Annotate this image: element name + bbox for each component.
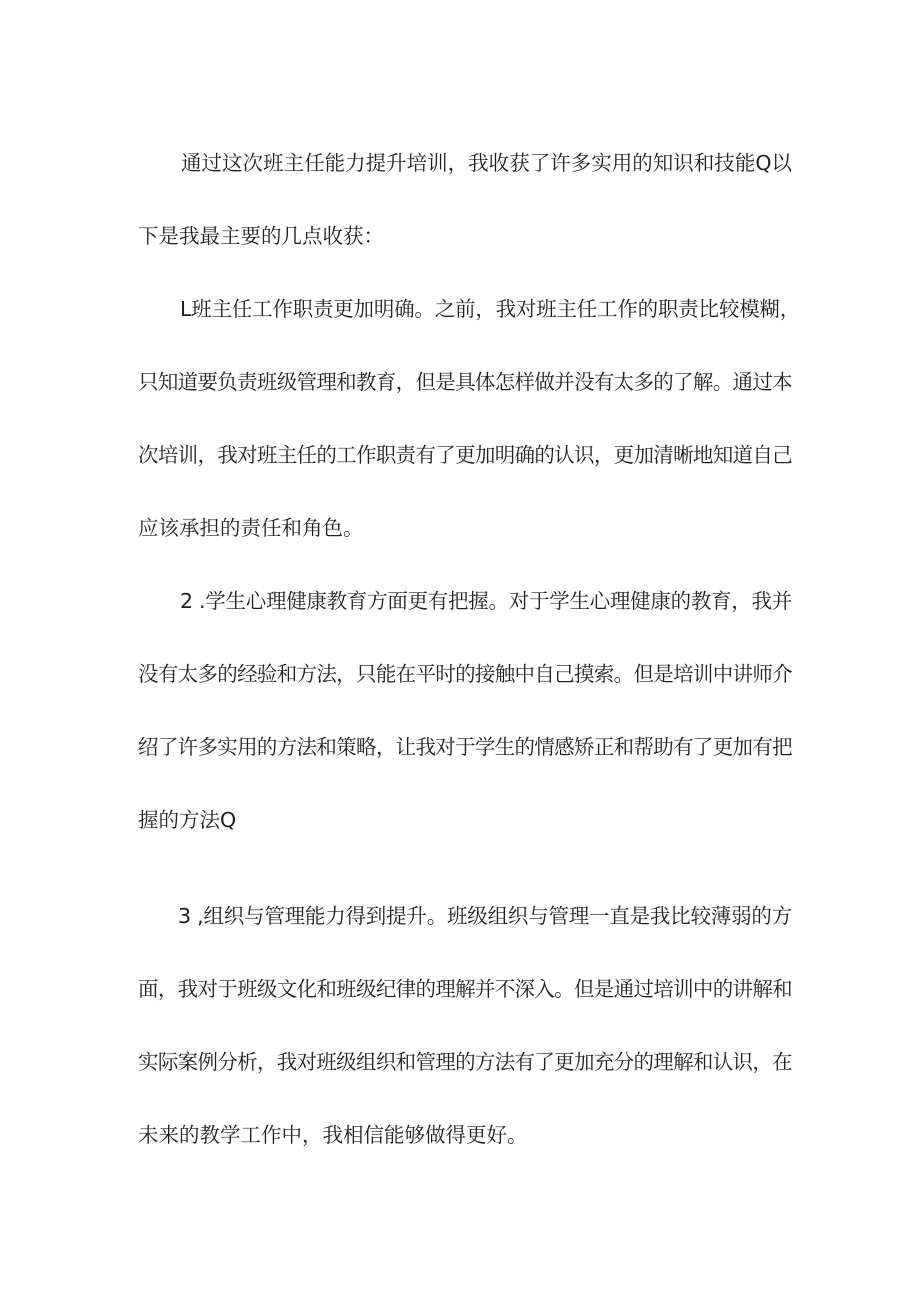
line-text: 通过这次班主任能力提升培训，我收获了许多实用的知识和技能Q以 xyxy=(181,151,792,175)
line-text: 次培训，我对班主任的工作职责有了更加明确的认识，更加清晰地知道自己 xyxy=(138,443,792,467)
line-text: 实际案例分析，我对班级组织和管理的方法有了更加充分的理解和认识，在 xyxy=(138,1050,792,1074)
line-text: 只知道要负责班级管理和教育，但是具体怎样做并没有太多的了解。通过本 xyxy=(138,370,792,394)
line-text: L班主任工作职责更加明确。之前，我对班主任工作的职责比较模糊， xyxy=(180,297,801,321)
text-line xyxy=(138,969,792,1009)
line-text: 下是我最主要的几点收获： xyxy=(138,224,384,248)
text-line xyxy=(138,800,248,840)
text-line xyxy=(138,654,792,694)
text-line xyxy=(138,362,792,402)
text-line xyxy=(138,1042,792,1082)
text-line xyxy=(138,216,408,256)
line-text: 绍了许多实用的方法和策略，让我对于学生的情感矫正和帮助有了更加有把 xyxy=(138,735,792,759)
text-line xyxy=(138,727,792,767)
text-line xyxy=(138,508,368,548)
text-line xyxy=(180,581,792,621)
line-text: 应该承担的责任和角色。 xyxy=(138,516,364,540)
line-text: 没有太多的经验和方法，只能在平时的接触中自己摸索。但是培训中讲师介 xyxy=(138,662,792,686)
text-line xyxy=(138,435,792,475)
text-line xyxy=(181,143,792,183)
line-text: 2 .学生心理健康教育方面更有把握。对于学生心理健康的教育，我并 xyxy=(180,589,792,613)
line-text: 未来的教学工作中，我相信能够做得更好。 xyxy=(138,1123,528,1147)
text-line xyxy=(178,896,792,936)
line-text: 握的方法Q xyxy=(138,808,237,832)
text-line xyxy=(180,289,800,329)
line-text: 面，我对于班级文化和班级纪律的理解并不深入。但是通过培训中的讲解和 xyxy=(138,977,792,1001)
line-text: 3 ,组织与管理能力得到提升。班级组织与管理一直是我比较薄弱的方 xyxy=(178,904,792,928)
text-line xyxy=(138,1115,528,1155)
